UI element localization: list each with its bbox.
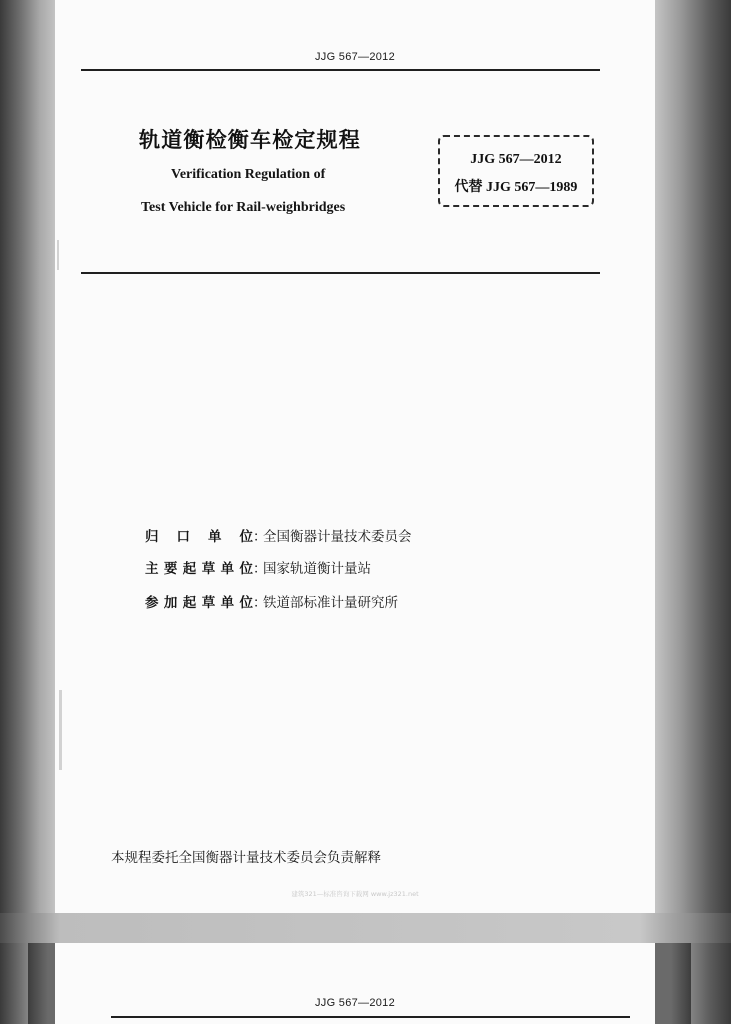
unit-colon: ： <box>253 529 267 545</box>
standard-code-stamp <box>438 135 594 207</box>
document-page-1 <box>55 0 655 913</box>
unit-value: 全国衡器计量技术委员会 <box>263 529 412 545</box>
title-chinese: 轨道衡检衡车检定规程 <box>139 128 361 152</box>
title-english-line-1: Verification Regulation of <box>171 167 326 182</box>
interpretation-note: 本规程委托全国衡器计量技术委员会负责解释 <box>111 850 381 866</box>
unit-value: 铁道部标准计量研究所 <box>263 595 398 611</box>
unit-label: 主要起草单位 <box>145 561 253 577</box>
watermark-text: 建筑321—标准咨询下载网 www.jz321.net <box>291 890 419 898</box>
unit-value: 国家轨道衡计量站 <box>263 561 371 577</box>
unit-colon: ： <box>253 595 267 611</box>
unit-row-main-drafter <box>145 557 371 577</box>
scan-artifact <box>57 240 59 270</box>
unit-row-responsible <box>145 525 412 545</box>
unit-label: 参加起草单位 <box>145 595 253 611</box>
stamp-current-code: JJG 567—2012 <box>470 152 562 167</box>
unit-row-participating-drafter <box>145 591 398 611</box>
unit-colon: ： <box>253 561 267 577</box>
header-rule <box>81 69 600 71</box>
unit-label: 归口单位 <box>145 529 253 545</box>
document-page-2 <box>55 943 655 1024</box>
stamp-replaces-code: 代替 JJG 567—1989 <box>454 180 578 195</box>
header-standard-code: JJG 567—2012 <box>314 997 396 1009</box>
page-gap <box>0 913 731 943</box>
title-divider-rule <box>81 272 600 274</box>
header-standard-code: JJG 567—2012 <box>314 51 396 63</box>
scan-artifact <box>59 690 62 770</box>
header-rule <box>111 1016 630 1018</box>
title-english-line-2: Test Vehicle for Rail-weighbridges <box>141 200 346 215</box>
